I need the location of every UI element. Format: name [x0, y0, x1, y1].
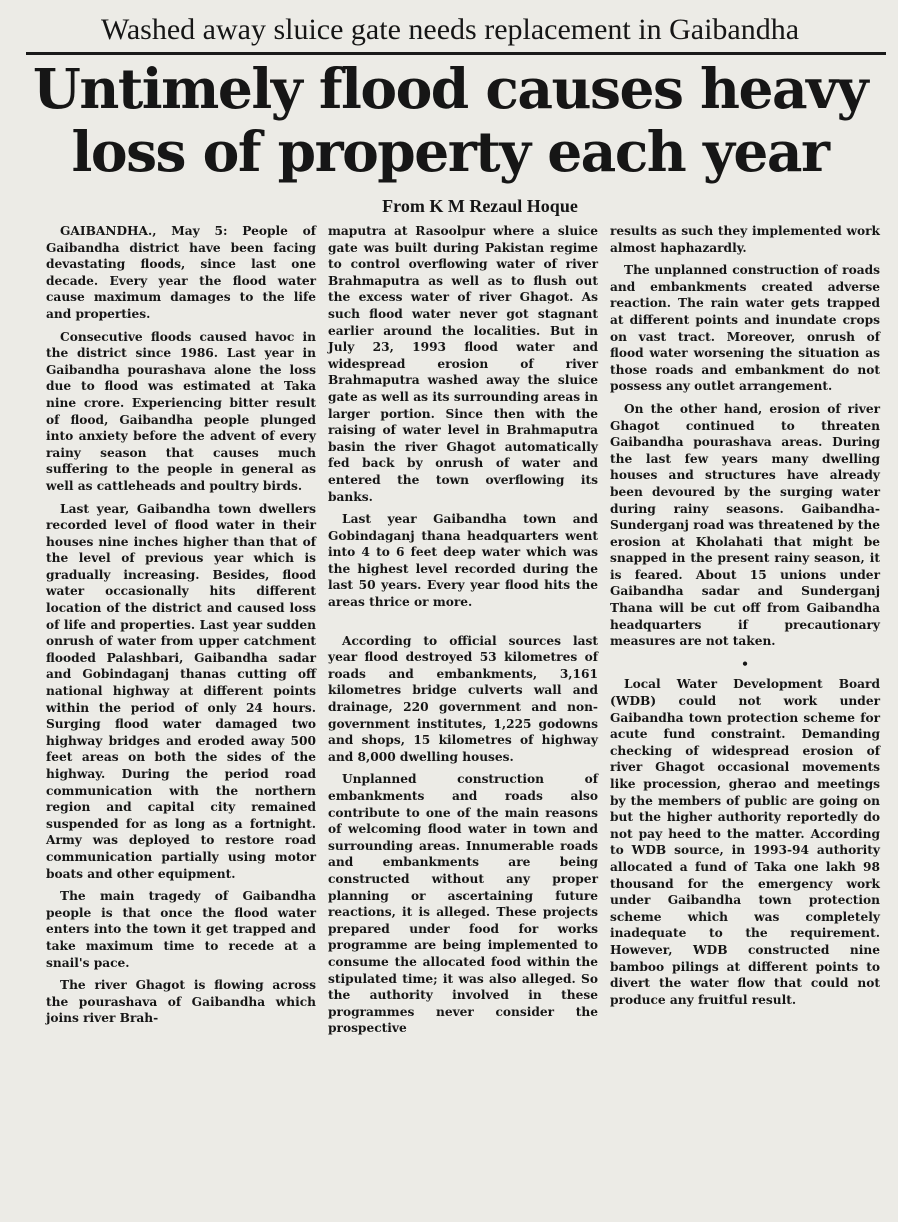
byline: From K M Rezaul Hoque [382, 196, 578, 216]
paragraph: The unplanned construction of roads and embankments created adverse reaction. The rain water gets trapped at different points and inundate crops on vast tract. Moreover, onrush of flood water worsening the situation as those roads and embankment do not possess any outlet arrangement. [610, 263, 880, 394]
paragraph: results as such they implemented work almost haphazardly. [610, 224, 880, 255]
paragraph: On the other hand, erosion of river Ghagot continued to threaten Gaibandha pourashava areas. During the last few years many dwelling houses and structures have already been devoured by the surging water during rainy seasons. Gaibandha-Sunderganj road was threatened by the erosion at Kholahati that might be snapped in the present rainy season, it is feared. About 15 unions under Gaibandha sadar and Sunderganj Thana will be cut off from Gaibandha headquarters if precautionary measures are not taken. [610, 401, 880, 649]
paragraph: According to official sources last year flood destroyed 53 kilometres of roads and embankments, 3,161 kilometres bridge culverts wall and drainage, 220 government and non-government institutes, 1,225 godowns and shops, 15 kilometres of highway and 8,000 dwelling houses. [328, 633, 598, 764]
paragraph: Local Water Development Board (WDB) could not work under Gaibandha town protection scheme for acute fund constraint. Demanding checking of widespread erosion of river Ghagot occasional movements like procession, gherao and meetings by the members of public are going on but the higher authority reportedly do not pay heed to the matter. According to WDB source, in 1993-94 authority allocated a fund of Taka one lakh 98 thousand for the emergency work under Gaibandha town protection scheme which was completely inadequate to the requirement. However, WDB constructed nine bamboo pilings at different points to divert the water flow that could not produce any fruitful result. [610, 677, 880, 1007]
paragraph: GAIBANDHA., May 5: People of Gaibandha district have been facing devastating floods, since last one decade. Every year the flood water cause maximum damages to the life and properties. [46, 224, 316, 321]
dateline: GAIBANDHA., May 5: [60, 224, 228, 238]
paragraph: The river Ghagot is flowing across the pourashava of Gaibandha which joins river Brah- [46, 978, 316, 1026]
kicker-headline: Washed away sluice gate needs replacement in Gaibandha [100, 13, 800, 46]
section-separator: • [741, 656, 749, 671]
paragraph: maputra at Rasoolpur where a sluice gate was built during Pakistan regime to control overflowing water of river Brahmaputra as well as to flush out the excess water of river Ghagot. As such flood water never got stagnant earlier around the localities. But in July 23, 1993 flood water and widespread erosion of river Brahmaputra washed away the sluice gate as well as its surrounding areas in larger portion. Since then with the raising of water level in Brahmaputra basin the river Ghagot automatically fed back by onrush of water and entered the town overflowing its banks. [328, 224, 598, 504]
paragraph: Last year, Gaibandha town dwellers recorded level of flood water in their houses nine inches higher than that of the level of previous year which is gradually increasing. Besides, flood water occasionally hits different location of the district and caused loss of life and properties. Last year sudden onrush of water from upper catchment flooded Palashbari, Gaibandha sadar and Gobindaganj thanas cutting off national highway at different points within the period of only 24 hours. Surging flood water damaged two highway bridges and eroded away 500 feet areas on both the sides of the highway. During the period road communication with the northern region and capital city remained suspended for as long as a fortnight. Army was deployed to restore road communication partially using motor boats and other equipment. [46, 501, 316, 881]
main-headline [12, 57, 888, 183]
headline-rule [26, 52, 886, 55]
paragraph: Last year Gaibandha town and Gobindaganj thana headquarters went into 4 to 6 feet deep water which was the highest level recorded during the last 50 years. Every year flood hits the areas thrice or more. [328, 512, 598, 610]
article-body [12, 223, 888, 1043]
paragraph: Consecutive floods caused havoc in the district since 1986. Last year in Gaibandha pourashava alone the loss due to flood was estimated at Taka nine crore. Experiencing bitter result of flood, Gaibandha people plunged into anxiety before the advent of every rainy season that causes much suffering to the people in general as well as cattleheads and poultry birds. [46, 329, 316, 493]
column-1 [46, 223, 316, 1043]
paragraph: The main tragedy of Gaibandha people is that once the flood water enters into the town it get trapped and take maximum time to recede at a snail's pace. [46, 889, 316, 970]
headline-line-2: loss of property each year [71, 119, 829, 184]
column-2 [328, 223, 598, 1043]
headline-line-1: Untimely flood causes heavy [32, 56, 868, 121]
paragraph: Unplanned construction of embankments and roads also contribute to one of the main reasons of welcoming flood water in town and surrounding areas. Innumerable roads and embankments are being constructed without any proper planning or ascertaining future reactions, it is alleged. These projects prepared under food for works programme are being implemented to consume the allocated food within the stipulated time; it was also alleged. So the authority involved in these programmes never consider the prospective [328, 772, 598, 1036]
column-3 [610, 223, 880, 1043]
